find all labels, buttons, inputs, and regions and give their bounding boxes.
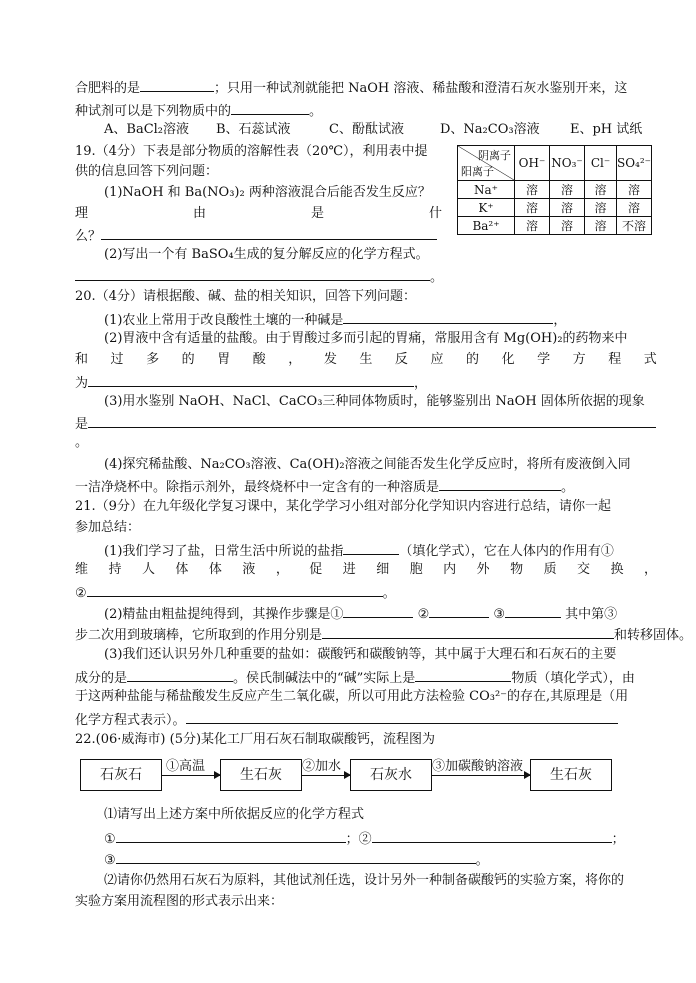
answer-blank[interactable] (343, 309, 553, 324)
q20-line-8: 。 (75, 435, 89, 450)
q21-line-2: 参加总结： (75, 520, 141, 535)
q22-line-2: ⑴请写出上述方案中所依据反应的化学方程式 (104, 807, 365, 822)
flow-label-1: ①高温 (166, 759, 206, 774)
answer-blank[interactable] (343, 540, 399, 555)
q19-line-2: 供的信息回答下列问题： (75, 164, 219, 179)
answer-blank[interactable] (116, 828, 346, 843)
answer-blank[interactable] (439, 476, 561, 491)
q19-line-3: (1)NaOH 和 Ba(NO₃)₂ 两种溶液混合后能否发生反应？ (104, 185, 431, 200)
q21-line-8: (3)我们还认识另外几种重要的盐如：碳酸钙和碳酸钠等，其中属于大理石和石灰石的主要 (104, 647, 617, 662)
q20-line-7: 是 (75, 413, 656, 434)
q18-option-d: D、Na₂CO₃溶液 (440, 122, 540, 137)
answer-blank[interactable] (343, 603, 413, 618)
answer-blank[interactable] (88, 413, 656, 428)
q20-line-1: 20.（4分）请根据酸、碱、盐的相关知识，回答下列问题： (75, 289, 416, 304)
answer-blank[interactable] (372, 828, 612, 843)
answer-blank[interactable] (322, 624, 614, 639)
q19-line-7: 。 (75, 266, 443, 287)
q20-line-4: 和 过 多 的 胃 酸 ， 发 生 反 应 的 化 学 方 程 式 (75, 352, 657, 367)
answer-blank[interactable] (101, 225, 437, 240)
q21-line-9: 成分的是 。侯氏制碱法中的“碱”实际上是 物质（填化学式），由 (75, 667, 635, 688)
table-row: K⁺ 溶 溶 溶 溶 (458, 199, 652, 217)
answer-blank[interactable] (231, 100, 309, 115)
answer-blank[interactable] (140, 77, 214, 92)
q19-line-4: 理 由 是 什 (75, 206, 442, 221)
q20-line-10: 一洁净烧杯中。除指示剂外，最终烧杯中一定含有的一种溶质是 。 (75, 476, 574, 497)
q20-line-3: (2)胃液中含有适量的盐酸。由于胃酸过多而引起的胃痛，常服用含有 Mg(OH)₂的药物来中 (104, 331, 628, 346)
table-row: Na⁺ 溶 溶 溶 溶 (458, 181, 652, 199)
table-header-cell: NO₃⁻ (550, 146, 585, 181)
q20-line-2: (1)农业上常用于改良酸性土壤的一种碱是 ， (104, 309, 566, 330)
q21-line-1: 21.（9分）在九年级化学复习课中，某化学学习小组对部分化学知识内容进行总结，请你一起 (75, 499, 611, 514)
q20-line-9: (4)探究稀盐酸、Na₂CO₃溶液、Ca(OH)₂溶液之间能否发生化学反应时，将所有废液倒入同 (104, 457, 631, 472)
flow-label-2: ②加水 (302, 759, 342, 774)
table-corner-cell: 阴离子 阳离子 (458, 146, 515, 181)
q18-line-2: 种试剂可以是下列物质中的 。 (75, 100, 322, 121)
flow-box-product: 生石灰 (530, 759, 612, 791)
q22-line-5: ⑵请你仍然用石灰石为原料，其他试剂任选，设计另外一种制备碳酸钙的实验方案，将你的 (104, 873, 625, 888)
table-header-cell: OH⁻ (515, 146, 550, 181)
q21-line-6: (2)精盐由粗盐提纯得到，其操作步骤是① ② ③ 其中第③ (104, 603, 617, 624)
q21-line-7: 步二次用到玻璃棒，它所取到的作用分别是 和转移固体。 (75, 624, 692, 645)
q21-line-4: 维 持 人 体 体 液 ， 促 进 细 胞 内 外 物 质 交 换 ， (75, 562, 657, 577)
flow-arrow-3 (432, 775, 530, 776)
answer-blank[interactable] (186, 709, 618, 724)
q22-line-6: 实验方案用流程图的形式表示出来： (75, 894, 284, 909)
flow-box-quicklime: 生石灰 (220, 759, 302, 791)
flow-label-3: ③加碳酸钠溶液 (432, 759, 524, 774)
q22-line-3: ① ；② ； (104, 828, 625, 849)
q21-line-5: ② 。 (75, 582, 396, 603)
answer-blank[interactable] (505, 603, 561, 618)
q19-line-5: 么？ (75, 225, 437, 246)
q18-line-1: 合肥料的是 ；只用一种试剂就能把 NaOH 溶液、稀盐酸和澄清石灰水鉴别开来，这 (75, 77, 627, 98)
q18-option-a: A、BaCl₂溶液 (104, 122, 190, 137)
answer-blank[interactable] (429, 603, 489, 618)
q22-line-4: ③ 。 (104, 849, 489, 870)
q21-line-11: 化学方程式表示）。 (75, 709, 618, 730)
flow-arrow-2 (302, 775, 350, 776)
q18-option-b: B、石蕊试液 (216, 122, 291, 137)
q21-line-10: 于这两种盐能与稀盐酸发生反应产生二氧化碳，所以可用此方法检验 CO₃²⁻的存在,其原理是（用 (75, 689, 629, 704)
q21-line-3: (1)我们学习了盐，日常生活中所说的盐指 （填化学式），它在人体内的作用有① (104, 540, 614, 561)
answer-blank[interactable] (415, 667, 511, 682)
q20-line-5: 为 ， (75, 372, 427, 393)
answer-blank[interactable] (88, 372, 414, 387)
flow-box-limestone: 石灰石 (80, 759, 162, 791)
q18-option-c: C、酚酞试液 (329, 122, 404, 137)
q18-option-e: E、pH 试纸 (570, 122, 643, 137)
solubility-table (457, 145, 652, 235)
answer-blank[interactable] (116, 849, 476, 864)
answer-blank[interactable] (127, 667, 233, 682)
table-header-cell: Cl⁻ (585, 146, 617, 181)
table-row: Ba²⁺ 溶 溶 溶 不溶 (458, 217, 652, 235)
flow-box-limewater: 石灰水 (350, 759, 432, 791)
q19-line-6: (2)写出一个有 BaSO₄生成的复分解反应的化学方程式。 (104, 247, 429, 262)
q19-line-1: 19.（4分）下表是部分物质的溶解性表（20℃），利用表中提 (75, 144, 428, 159)
answer-blank[interactable] (87, 582, 383, 597)
answer-blank[interactable] (75, 266, 430, 281)
table-header-cell: SO₄²⁻ (617, 146, 652, 181)
q22-line-1: 22.(06·威海市) (5分)某化工厂用石灰石制取碳酸钙，流程图为 (75, 732, 436, 747)
flow-arrow-1 (162, 775, 220, 776)
q20-line-6: (3)用水鉴别 NaOH、NaCl、CaCO₃三种同体物质时，能够鉴别出 NaOH 固体所依据的现象 (104, 394, 645, 409)
